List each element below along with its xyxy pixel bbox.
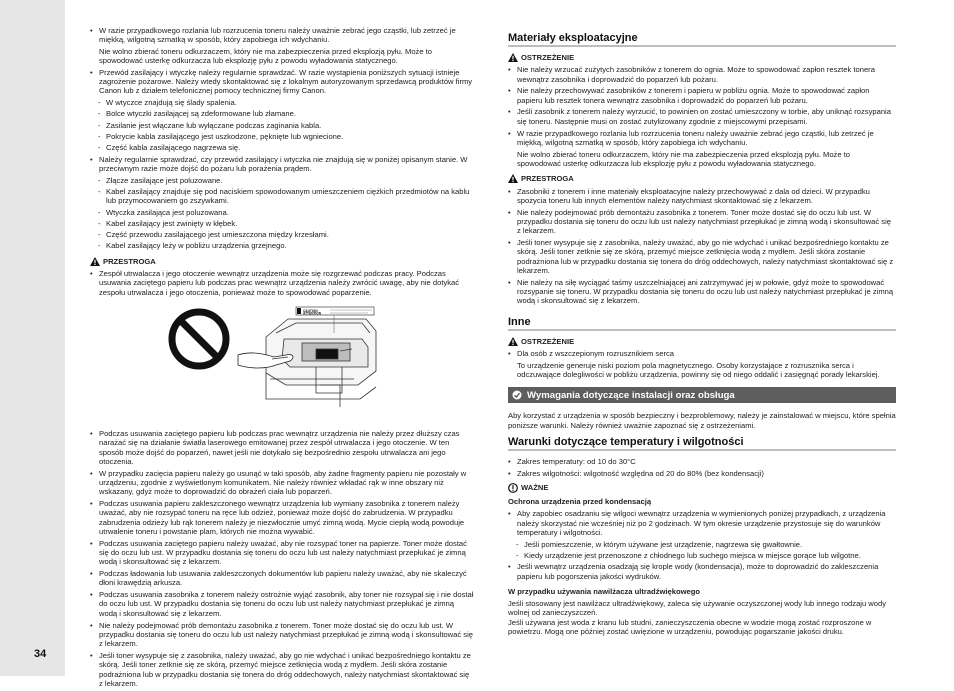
condensation-heading: Ochrona urządzenia przed kondensacją — [508, 497, 652, 506]
dash-item: - Wtyczka zasilająca jest poluzowana. — [90, 208, 474, 217]
warning-header — [508, 53, 896, 62]
temp-heading: Warunki dotyczące temperatury i wilgotności — [508, 436, 896, 451]
prohibition-icon — [172, 312, 226, 366]
fuser-illustration — [90, 303, 474, 421]
left-intro-list — [90, 26, 474, 251]
install-paragraph: Aby korzystać z urządzenia w sposób bezpieczny i bezproblemowy, należy je zainstalować w miejscu, które spełnia poniższe warunki. Należy również uważnie zapoznać się z ostrzeżeniami. — [508, 411, 896, 430]
install-section-title: Wymagania dotyczące instalacji oraz obsługa — [527, 389, 735, 401]
inne-warning-label: OSTRZEŻENIE — [521, 336, 575, 346]
dash-item: - Część przewodu zasilającego jest umieszczona między krzesłami. — [90, 230, 474, 239]
dash-item: - W wtyczce znajdują się ślady spalenia. — [90, 98, 474, 107]
inne-warning-header — [508, 337, 896, 346]
bullet-item: • W razie przypadkowego rozlania lub rozrzucenia toneru należy uważnie zebrać jego cząstki, lub zetrzeć je miękką, wilgotną szmatką w sposób, który zapobiega ich wdychaniu. — [90, 26, 474, 45]
caution-label-right: PRZESTROGA — [521, 174, 574, 184]
right-column — [508, 26, 896, 636]
caution-item: • Jeśli toner wysypuje się z zasobnika, należy uważać, aby go nie wdychać i unikać bezpośredniego kontaktu ze skórą. Jeśli toner zetknie się ze skórą, przemyć miejsce zetknięcia wodą z mydłem. Jeśli skóra zostanie podrażniona lub w przypadku dostania się tonera do dróg oddechowych, należy natychmiast skontaktować się z lekarzem. — [508, 238, 896, 275]
paragraph: Nie wolno zbierać toneru odkurzaczem, który nie ma zabezpieczenia przed eksplozją pyłu. Może to spowodować usterkę odkurzacza lub eksplozję pyłu z powodu wyładowania statycznego. — [99, 47, 433, 66]
sticker-label-2: ATTENTION — [303, 311, 322, 316]
left-after-figure-list — [90, 429, 474, 688]
caution-header-right — [508, 174, 896, 183]
important-icon — [508, 483, 518, 493]
inne-heading: Inne — [508, 316, 896, 331]
warning-triangle-icon — [508, 337, 518, 346]
section-bullet-icon — [512, 390, 522, 400]
printer-drawing — [238, 319, 376, 407]
inne-paragraph: To urządzenie generuje niski poziom pola magnetycznego. Osoby korzystające z rozrusznika serca i odczuwające dolegliwości w pobliżu urządzenia, powinny się od niego oddalić i zasięgnąć porady lekarskiej. — [517, 360, 880, 380]
condensation-list — [508, 509, 896, 581]
dash-item: - Kabel zasilający jest zwinięty w kłębek. — [90, 219, 474, 228]
caution-triangle-icon — [508, 174, 518, 183]
caution-triangle-icon — [90, 257, 100, 266]
warning-item: • W razie przypadkowego rozlania lub rozrzucenia toneru należy uważnie zebrać jego cząstki, lub zetrzeć je miękką, wilgotną szmatką w sposób, który zapobiega ich wdychaniu. — [508, 129, 896, 148]
caution-header — [90, 257, 474, 266]
bullet-item: • Aby zapobiec osadzaniu się wilgoci wewnątrz urządzenia w wymienionych poniżej przypadkach, z urządzenia należy skorzystać nie wcześniej niż po 2 godzinach. W tym okresie urządzenie przystosuje się do warunków temperatury i wilgotności. — [508, 509, 896, 537]
install-section-bar — [508, 387, 896, 403]
dash-item: - Kiedy urządzenie jest przenoszone z chłodnego lub suchego miejsca w miejsce gorące lub wilgotne. — [508, 551, 896, 560]
warning-triangle-icon — [508, 53, 518, 62]
left-column — [90, 26, 474, 691]
warning-item: • Nie należy przechowywać zasobników z tonerem i papieru w pobliżu ognia. Może to spowodować zapłon papieru lub resztek tonera wewnątrz zasobnika i doprowadzić do poparzeń lub pożaru. — [508, 86, 896, 105]
bullet-item: • Podczas ładowania lub usuwania zakleszczonych dokumentów lub papieru należy uważać, aby nie skaleczyć dłoni krawędzią arkusza. — [90, 569, 474, 588]
bullet-item: • Jeśli toner wysypuje się z zasobnika, należy uważać, aby go nie wdychać i unikać bezpośredniego kontaktu ze skórą. Jeśli toner zetknie się ze skórą, przemyć miejsce zetknięcia wodą z mydłem. Jeśli skóra zostanie podrażniona lub w przypadku dostania się tonera do dróg oddechowych, należy natychmiast skontaktować się z lekarzem. — [90, 651, 474, 688]
sticker-label-1: CAUTION — [303, 308, 318, 313]
important-header — [508, 483, 896, 493]
important-label: WAŻNE — [521, 483, 549, 493]
warning-paragraph: Nie wolno zbierać toneru odkurzaczem, który nie ma zabezpieczenia przed eksplozją pyłu. Może to spowodować usterkę odkurzacza lub eksplozję pyłu z powodu wyładowania statycznego. — [517, 149, 851, 168]
temp-item: • Zakres temperatury: od 10 do 30°C — [508, 457, 896, 466]
inne-item: • Dla osób z wszczepionym rozrusznikiem serca — [508, 349, 896, 358]
left-caution-list — [90, 269, 474, 297]
humidifier-paragraph: Jeśli stosowany jest nawilżacz ultradźwiękowy, zaleca się używanie oczyszczonej wody lub innego rodzaju wody wolnej od zanieczyszczeń. — [508, 599, 887, 618]
dash-item: - Pokrycie kabla zasilającego jest uszkodzone, pęknięte lub wgniecione. — [90, 132, 474, 141]
dash-item: - Kabel zasilający leży w pobliżu urządzenia grzejnego. — [90, 241, 474, 250]
bullet-item: • Jeśli wewnątrz urządzenia osadzają się krople wody (kondensacja), może to doprowadzić do zakleszczenia papieru lub pogorszenia jakości wydruków. — [508, 562, 896, 581]
caution-label: PRZESTROGA — [103, 256, 156, 266]
warning-item: • Jeśli zasobnik z tonerem należy wyrzucić, to powinien on zostać umieszczony w torbie, aby uniknąć rozsypania się toneru. Następnie musi on zostać zutylizowany zgodnie z miejscowymi przepisami. — [508, 107, 896, 126]
warning-label: OSTRZEŻENIE — [521, 53, 575, 62]
bullet-item: • Nie należy podejmować prób demontażu zasobnika z tonerem. Toner może dostać się do oczu lub ust. W przypadku dostania się toneru do oczu lub ust należy natychmiast przepłukać je zimną wodą i skonsultować się z lekarzem. — [90, 621, 474, 649]
bullet-item: • Przewód zasilający i wtyczkę należy regularnie sprawdzać. W razie wystąpienia poniższych sytuacji istnieje zagrożenie pożarowe. Należy wtedy skontaktować się z lokalnym autoryzowanym sprzedawcą produktów firmy Canon lub z działem telefonicznej pomocy technicznej firmy Canon. — [90, 68, 474, 96]
caution-item: • Nie należy na siłę wyciągać taśmy uszczelniającej ani zatrzymywać jej w połowie, gdyż może to spowodować rozsypanie się toneru. W przypadku dostania się toneru do oczu lub ust należy natychmiast przepłukać je zimną wodą i skonsultować się z lekarzem. — [508, 278, 896, 306]
bullet-item: • Podczas usuwania papieru zakleszczonego wewnątrz urządzenia lub wymiany zasobnika z tonerem należy uważać, aby nie rozsypać toneru na ręce lub odzież, ponieważ może dojść do zabrudzenia. W przypadku zabrudzenia odzieży lub rąk tonerem należy je niezwłocznie umyć zimną wodą. Mycie ciepłą wodą powoduje utrwalenie toneru i powstanie plam, których nie można wywabić. — [90, 499, 474, 536]
printer-fuser-diagram — [90, 303, 474, 421]
bullet-item: • Podczas usuwania zaciętego papieru należy uważać, aby nie rozsypać toner na papierze. Toner może dostać się do oczu lub ust. W przypadku dostania się toneru do oczu lub ust należy natychmiast przepłukać je zimną wodą i skonsultować się z lekarzem. — [90, 539, 474, 567]
dash-item: - Zasilanie jest włączane lub wyłączane podczas zaginania kabla. — [90, 121, 474, 130]
dash-item: - Bolce wtyczki zasilającej są zdeformowane lub złamane. — [90, 109, 474, 118]
dash-item: - Część kabla zasilającego nagrzewa się. — [90, 143, 474, 152]
bullet-item: • W przypadku zacięcia papieru należy go usunąć w taki sposób, aby żadne fragmenty papieru nie pozostały w urządzeniu, zgodnie z wyświetlonym komunikatem. Nie należy również wkładać rąk w inne obszary niż wskazany, gdyż może to doprowadzić do obrażeń ciała lub poparzeń. — [90, 469, 474, 497]
caution-item: • Zasobniki z tonerem i inne materiały eksploatacyjne należy przechowywać z dala od dzieci. W przypadku spożycia toneru lub innych elementów należy natychmiast skontaktować się z lekarzem. — [508, 187, 896, 206]
dash-item: - Kabel zasilający znajduje się pod naciskiem spowodowanym umieszczeniem ciężkich przedmiotów na kablu lub przymocowaniem go zszywkami. — [90, 187, 474, 206]
warning-item: • Nie należy wrzucać zużytych zasobników z tonerem do ognia. Może to spowodować zapłon resztek tonera wewnątrz zasobnika i doprowadzić do poparzeń lub pożaru. — [508, 65, 896, 84]
dash-item: - Jeśli pomieszczenie, w którym używane jest urządzenie, nagrzewa się gwałtownie. — [508, 540, 896, 549]
humidifier-paragraph-2: Jeśli używana jest woda z kranu lub studni, zanieczyszczenia obecne w wodzie mogą zostać rozproszone w powietrzu. Mogą one później zostać uwięzione w urządzeniu, powodując pogarszanie jakości druku. — [508, 617, 872, 637]
dash-item: - Złącze zasilające jest poluzowane. — [90, 176, 474, 185]
temp-item: • Zakres wilgotności: wilgotność względna od 20 do 80% (bez kondensacji) — [508, 469, 896, 478]
page-margin-strip — [0, 0, 65, 676]
bullet-item: • Zespół utrwalacza i jego otoczenie wewnątrz urządzenia może się rozgrzewać podczas pracy. Podczas usuwania zaciętego papieru lub podczas prac wewnątrz urządzenia należy zwrócić uwagę, aby nie dotykać zespołu utrwalacza i jego otoczenia, ponieważ może to spowodować poparzenie. — [90, 269, 474, 297]
caution-item: • Nie należy podejmować prób demontażu zasobnika z tonerem. Toner może dostać się do oczu lub ust. W przypadku dostania się toneru do oczu lub ust należy natychmiast przepłukać je zimną wodą i skonsultować się z lekarzem. — [508, 208, 896, 236]
bullet-item: • Podczas usuwania zaciętego papieru lub podczas prac wewnątrz urządzenia nie należy przez dłuższy czas narażać się na działanie światła laserowego emitowanej przez zespół utrwalacza i jego otoczenie. W ten sposób może dojść do poparzeń, nawet jeśli nie dotykało się bezpośrednio zespołu utrwalacza ani jego otoczenia. — [90, 429, 474, 466]
materials-heading: Materiały eksploatacyjne — [508, 32, 896, 47]
bullet-item: • Podczas usuwania zasobnika z tonerem należy ostrożnie wyjąć zasobnik, aby toner nie rozsypał się i nie dostał do oczu lub ust. W przypadku dostania się toneru do oczu lub ust należy natychmiast przepłukać je zimną wodą i skonsultować się z lekarzem. — [90, 590, 474, 618]
page-number: 34 — [34, 648, 47, 660]
humidifier-heading: W przypadku używania nawilżacza ultradźwiękowego — [508, 586, 700, 596]
bullet-item: • Należy regularnie sprawdzać, czy przewód zasilający i wtyczka nie znajdują się w poniżej opisanym stanie. W przeciwnym razie może dojść do pożaru lub porażenia prądem. — [90, 155, 474, 174]
